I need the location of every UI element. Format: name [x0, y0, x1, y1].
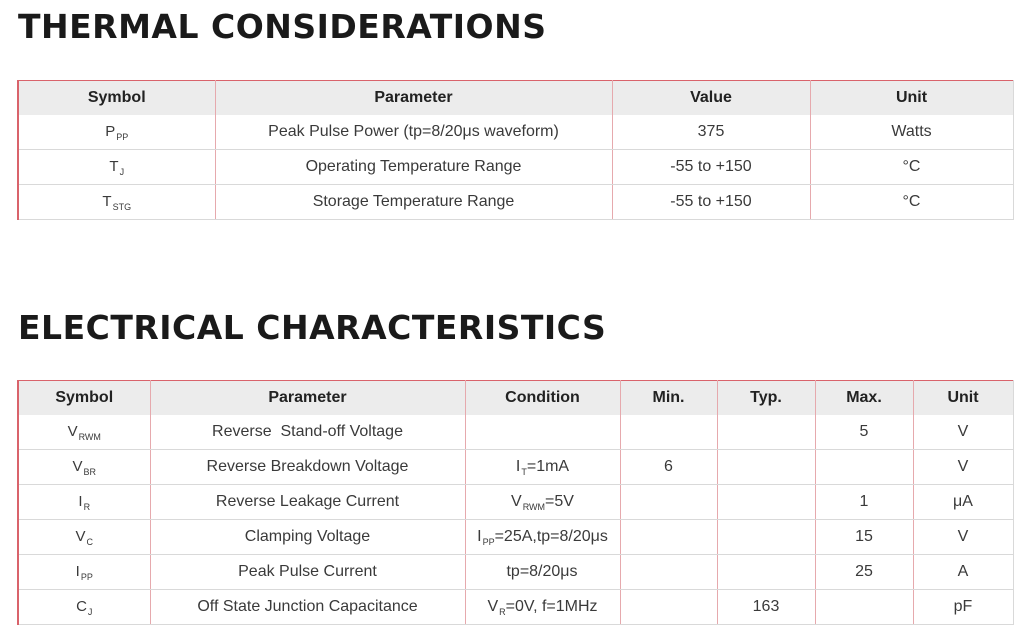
value-cell: 375 [612, 115, 810, 150]
header-value: Value [612, 81, 810, 116]
typ-cell: 163 [717, 590, 815, 625]
min-cell [620, 555, 717, 590]
symbol-cell [18, 450, 150, 485]
condition-cell [465, 485, 620, 520]
header-parameter: Parameter [150, 381, 465, 416]
symbol-cell [18, 555, 150, 590]
symbol-cell [18, 115, 215, 150]
header-symbol: Symbol [18, 381, 150, 416]
parameter-cell: Storage Temperature Range [215, 185, 612, 220]
symbol-cell [18, 150, 215, 185]
symbol-subscript: R [83, 501, 91, 512]
header-max: Max. [815, 381, 913, 416]
parameter-cell: Reverse Breakdown Voltage [150, 450, 465, 485]
symbol-text: T [102, 192, 112, 210]
typ-cell [717, 415, 815, 450]
condition-cell [465, 590, 620, 625]
value-cell: -55 to +150 [612, 150, 810, 185]
condition-cell [465, 450, 620, 485]
table-row [18, 450, 1013, 485]
typ-cell [717, 485, 815, 520]
unit-cell: Watts [810, 115, 1013, 150]
min-cell [620, 520, 717, 555]
table-row [18, 555, 1013, 590]
parameter-cell: Reverse Leakage Current [150, 485, 465, 520]
condition-text: I [477, 527, 482, 545]
unit-cell: V [913, 415, 1013, 450]
condition-text: V [511, 492, 522, 510]
unit-cell: μA [913, 485, 1013, 520]
max-cell [815, 450, 913, 485]
symbol-text: V [75, 527, 86, 545]
table-row [18, 185, 1013, 220]
unit-cell: A [913, 555, 1013, 590]
min-cell: 6 [620, 450, 717, 485]
electrical-characteristics-title: ELECTRICAL CHARACTERISTICS [18, 308, 607, 347]
header-parameter: Parameter [215, 81, 612, 116]
header-min: Min. [620, 381, 717, 416]
thermal-considerations-title: THERMAL CONSIDERATIONS [18, 7, 547, 46]
unit-cell: °C [810, 150, 1013, 185]
symbol-cell [18, 520, 150, 555]
symbol-subscript: BR [83, 466, 97, 477]
condition-subscript: R [499, 606, 506, 617]
header-typ: Typ. [717, 381, 815, 416]
condition-cell [465, 555, 620, 590]
max-cell [815, 590, 913, 625]
header-unit: Unit [913, 381, 1013, 416]
symbol-subscript: PP [116, 131, 129, 142]
electrical-table [17, 380, 1014, 625]
condition-cell [465, 520, 620, 555]
condition-value: =5V [545, 492, 574, 510]
table-header-row [18, 81, 1013, 116]
parameter-cell: Operating Temperature Range [215, 150, 612, 185]
max-cell: 15 [815, 520, 913, 555]
symbol-text: P [105, 122, 116, 140]
min-cell [620, 485, 717, 520]
table-header-row [18, 381, 1013, 416]
value-cell: -55 to +150 [612, 185, 810, 220]
condition-subscript: T [521, 466, 527, 477]
table-row [18, 415, 1013, 450]
condition-value: =0V, f=1MHz [505, 597, 598, 615]
typ-cell [717, 450, 815, 485]
symbol-cell [18, 415, 150, 450]
max-cell: 5 [815, 415, 913, 450]
unit-cell: V [913, 450, 1013, 485]
table-row [18, 150, 1013, 185]
unit-cell: °C [810, 185, 1013, 220]
condition-subscript: RWM [522, 501, 546, 512]
symbol-text: V [72, 457, 83, 475]
header-symbol: Symbol [18, 81, 215, 116]
table-row [18, 590, 1013, 625]
condition-text: V [487, 597, 499, 615]
table-row [18, 520, 1013, 555]
max-cell: 1 [815, 485, 913, 520]
condition-text: I [515, 457, 521, 475]
symbol-subscript: C [86, 536, 93, 547]
typ-cell [717, 520, 815, 555]
condition-value: =25A,tp=8/20μs [494, 527, 608, 545]
table-row [18, 485, 1013, 520]
thermal-table [17, 80, 1014, 220]
symbol-cell [18, 590, 150, 625]
symbol-subscript: PP [80, 571, 93, 582]
symbol-text: I [75, 562, 80, 580]
condition-cell [465, 415, 620, 450]
parameter-cell: Clamping Voltage [150, 520, 465, 555]
parameter-cell: Peak Pulse Current [150, 555, 465, 590]
symbol-text: C [76, 597, 87, 615]
condition-subscript: PP [482, 536, 495, 547]
unit-cell: pF [913, 590, 1013, 625]
condition-value: =1mA [526, 457, 570, 475]
condition-text: tp=8/20μs [506, 562, 578, 580]
symbol-cell [18, 485, 150, 520]
min-cell [620, 415, 717, 450]
unit-cell: V [913, 520, 1013, 555]
symbol-text: V [67, 422, 78, 440]
header-unit: Unit [810, 81, 1013, 116]
symbol-text: I [78, 492, 83, 510]
parameter-cell: Peak Pulse Power (tp=8/20μs waveform) [215, 115, 612, 150]
min-cell [620, 590, 717, 625]
parameter-cell: Off State Junction Capacitance [150, 590, 465, 625]
symbol-subscript: RWM [78, 431, 101, 442]
typ-cell [717, 555, 815, 590]
symbol-subscript: J [87, 606, 93, 617]
symbol-cell [18, 185, 215, 220]
max-cell: 25 [815, 555, 913, 590]
symbol-text: T [109, 157, 119, 175]
table-row [18, 115, 1013, 150]
symbol-subscript: STG [112, 201, 132, 212]
header-condition: Condition [465, 381, 620, 416]
parameter-cell: Reverse Stand-off Voltage [150, 415, 465, 450]
symbol-subscript: J [119, 166, 125, 177]
